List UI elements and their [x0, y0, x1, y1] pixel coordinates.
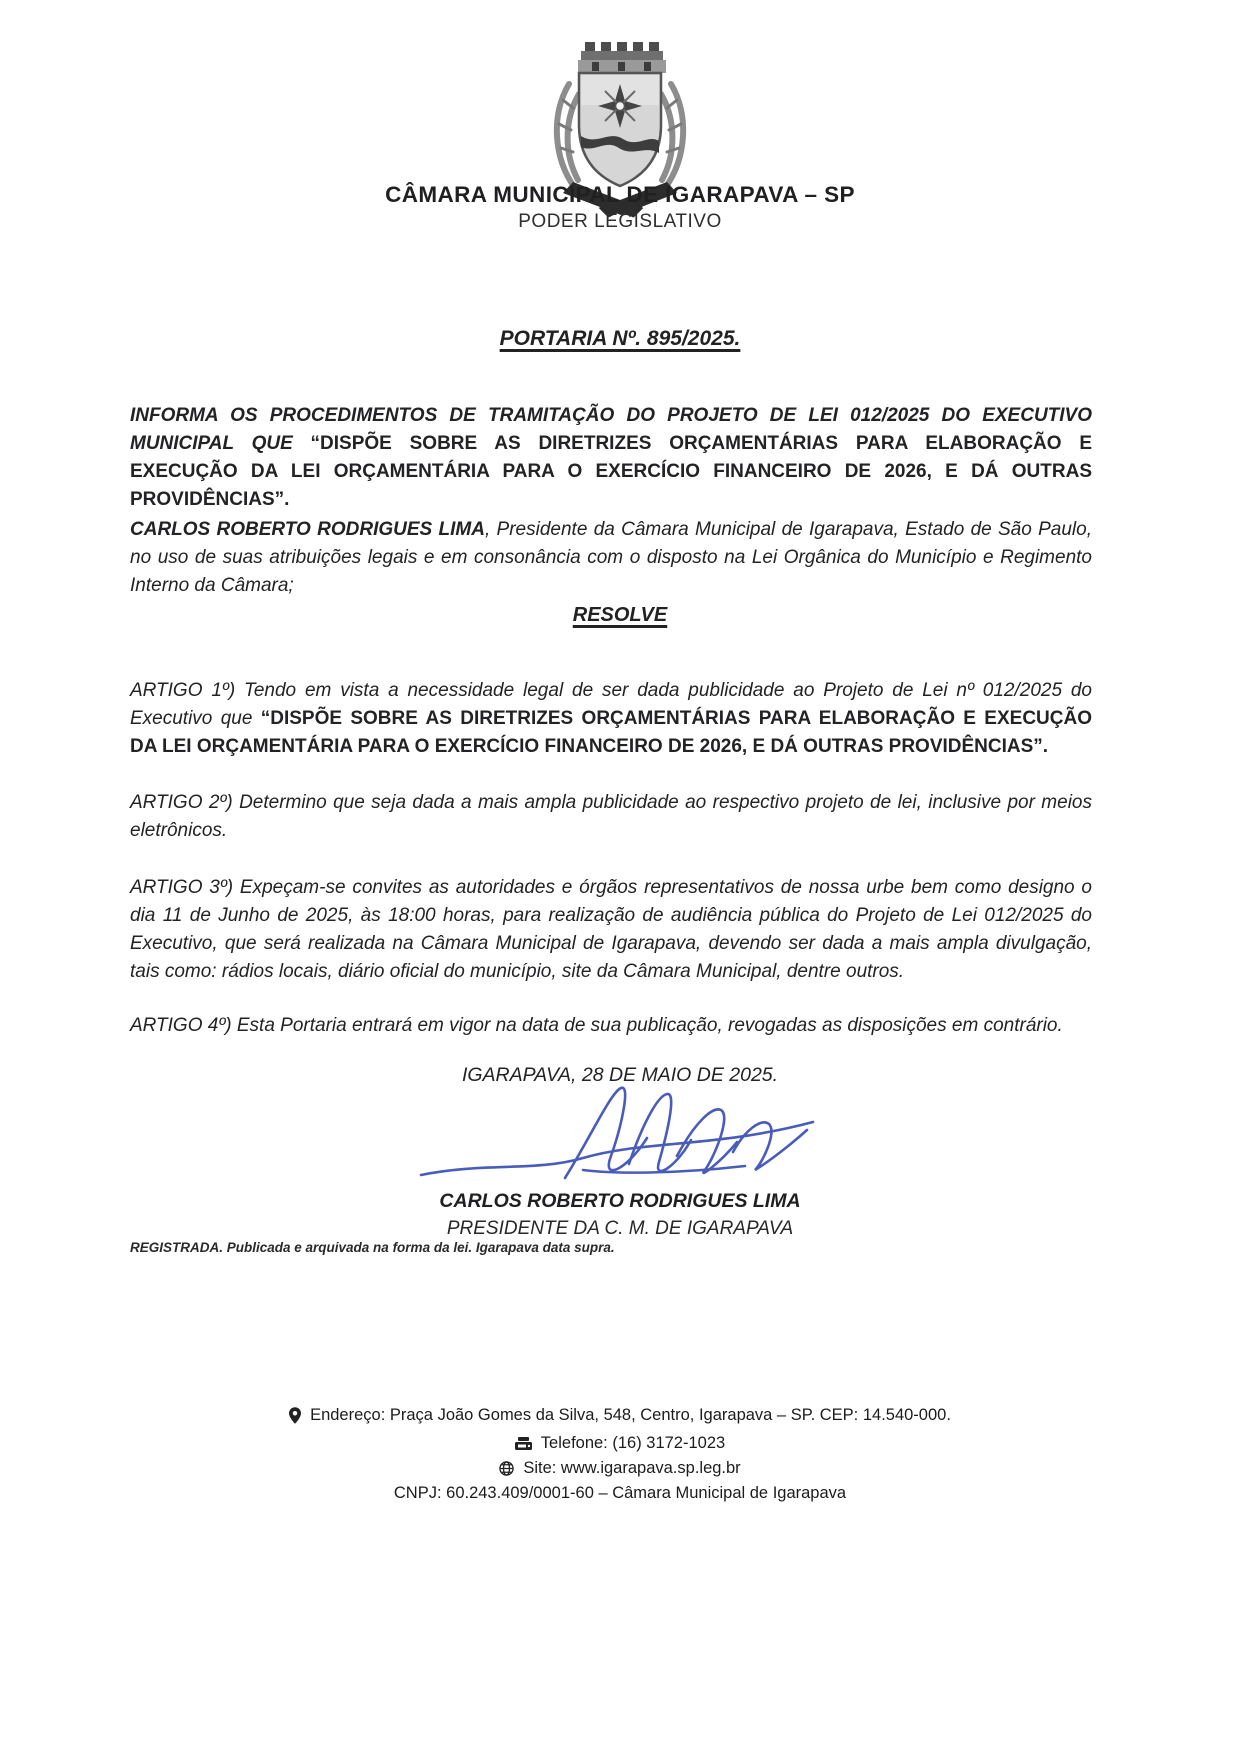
footer-phone-line [0, 1434, 1240, 1453]
footer-site-line [0, 1459, 1240, 1478]
article-3-text: ARTIGO 3º) Expeçam-se convites as autoridades e órgãos representativos de nossa urbe bem como designo o dia 11 de Junho de 2025, às 18:00 horas, para realização de audiência pública do Projeto de Lei 012/2025 do Executivo, que será realizada na Câmara Municipal de Igarapava, devendo ser dada a mais ampla divulgação, tais como: rádios locais, diário oficial do município, site da Câmara Municipal, dentre outros. [130, 877, 1092, 982]
dateline: IGARAPAVA, 28 DE MAIO DE 2025. [461, 1064, 779, 1086]
summary-paragraph [130, 402, 1092, 514]
map-pin-icon [289, 1407, 301, 1424]
footer-cnpj-text: CNPJ: 60.243.409/0001-60 – Câmara Municipal de Igarapava [393, 1484, 847, 1502]
summary-quoted-text: “DISPÕE SOBRE AS DIRETRIZES ORÇAMENTÁRIAS PARA ELABORAÇÃO E EXECUÇÃO DA LEI ORÇAMENTÁRIA PARA O EXERCÍCIO FINANCEIRO DE 2026, E DÁ OUTRAS PROVIDÊNCIAS”. [130, 433, 1092, 510]
globe-icon [499, 1461, 514, 1476]
article-2-text: ARTIGO 2º) Determino que seja dada a mais ampla publicidade ao respectivo projeto de lei, inclusive por meios eletrônicos. [130, 792, 1092, 841]
summary-italic-text: INFORMA OS PROCEDIMENTOS DE TRAMITAÇÃO DO PROJETO DE LEI 012/2025 DO EXECUTIVO MUNICIPAL QUE [130, 405, 1092, 454]
footer-phone-text: Telefone: (16) 3172-1023 [540, 1434, 726, 1452]
footer-address-line [0, 1406, 1240, 1425]
footer-address-text: Endereço: Praça João Gomes da Silva, 548, Centro, Igarapava – SP. CEP: 14.540-000. [310, 1406, 951, 1424]
article-1-quoted-text: “DISPÕE SOBRE AS DIRETRIZES ORÇAMENTÁRIAS PARA ELABORAÇÃO E EXECUÇÃO DA LEI ORÇAMENTÁRIA PARA O EXERCÍCIO FINANCEIRO DE 2026, E DÁ OUTRAS PROVIDÊNCIAS”. [130, 708, 1092, 757]
article-2 [130, 789, 1092, 845]
article-3 [130, 874, 1092, 986]
phone-icon [515, 1437, 532, 1450]
article-1-text: ARTIGO 1º) Tendo em vista a necessidade legal de ser dada publicidade ao Projeto de Lei nº 012/2025 do Executivo que [130, 680, 1092, 729]
preamble-author-name: CARLOS ROBERTO RODRIGUES LIMA [130, 519, 485, 540]
footer-cnpj-line [0, 1484, 1240, 1503]
organization-name: CÂMARA MUNICIPAL DE IGARAPAVA – SP [385, 182, 855, 207]
preamble-text: , Presidente da Câmara Municipal de Igarapava, Estado de São Paulo, no uso de suas atribuições legais e em consonância com o disposto na Lei Orgânica do Município e Regimento Interno da Câmara; [130, 519, 1093, 596]
article-4 [130, 1012, 1092, 1040]
document-title: PORTARIA Nº. 895/2025. [499, 327, 741, 350]
registration-note: REGISTRADA. Publicada e arquivada na forma da lei. Igarapava data supra. [130, 1240, 615, 1255]
signature-ink [415, 1078, 825, 1190]
footer-site-text: Site: www.igarapava.sp.leg.br [523, 1459, 741, 1477]
signer-name: CARLOS ROBERTO RODRIGUES LIMA [439, 1190, 801, 1212]
article-1 [130, 677, 1092, 761]
preamble-paragraph [130, 516, 1092, 600]
organization-subtitle: PODER LEGISLATIVO [518, 211, 722, 232]
resolve-heading: RESOLVE [572, 604, 668, 626]
signer-role: PRESIDENTE DA C. M. DE IGARAPAVA [446, 1218, 794, 1239]
article-4-text: ARTIGO 4º) Esta Portaria entrará em vigor na data de sua publicação, revogadas as disposições em contrário. [130, 1015, 1063, 1036]
